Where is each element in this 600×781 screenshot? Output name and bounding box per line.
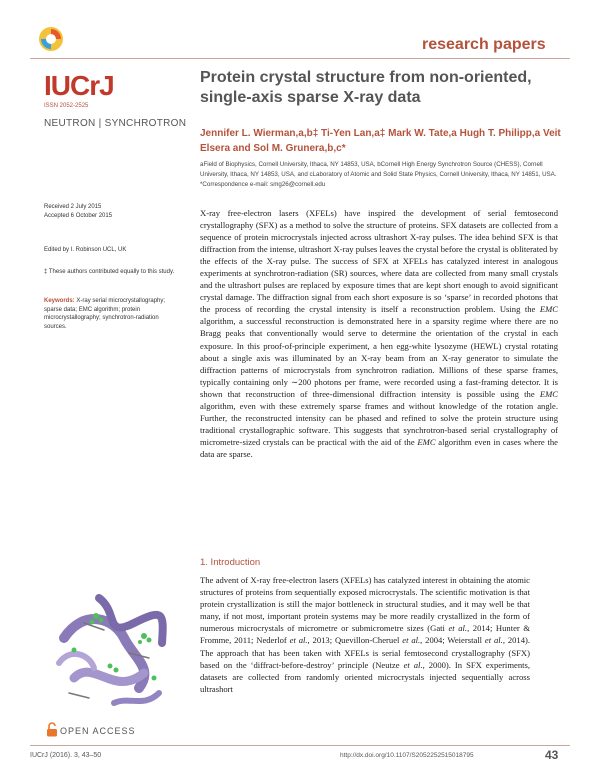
- intro-text: , 2000). In SFX experiments, datasets are collected from randomly oriented microcrystals injected sequentially across ultrashort: [200, 659, 530, 694]
- intro-text: , 2004; Weierstall: [420, 635, 485, 646]
- abstract-text: X-ray free-electron lasers (XFELs) have inspired the development of serial femtosecond crystallography (SFX) as a method to solve the structure of proteins. SFX datasets are collected from a sequence of protein microcrystals injected across ultrashort X-ray pulses. The idea behind SFX is that diffraction from the intense, ultrashort X-ray pulses leaves the crystal before the crystal is obliterated by the effects of the X-ray pulse. The success of SFX at XFELs has catalyzed interest in analogous experiments at synchrotron-radiation (SR) sources, where data are collected from many small crystals and the ultrashort pulses are replaced by exposure times that are kept short enough to avoid significant crystal damage. The diffraction signal from each short exposure is so ‘sparse’ in recorded photons that the process of recording the crystal intensity is itself a reconstruction problem. Using the: [200, 208, 558, 315]
- footer-rule: [30, 745, 570, 746]
- edited-by: Edited by I. Robinson UCL, UK: [44, 247, 127, 253]
- intro-text: , 2014; Hunter & Fromme, 2011; Nederlof: [200, 623, 530, 646]
- et-al: et al.: [402, 635, 421, 646]
- page-number: 43: [545, 748, 559, 762]
- footer-citation: IUCrJ (2016). 3, 43–50: [30, 752, 102, 759]
- crossmark-icon[interactable]: [38, 26, 64, 52]
- issn: ISSN 2052-2525: [44, 103, 89, 109]
- keywords-label: Keywords:: [44, 298, 75, 304]
- received-date: Received 2 July 2015: [44, 204, 102, 210]
- et-al: et al.: [403, 659, 423, 670]
- abstract: [200, 207, 558, 460]
- accepted-date: Accepted 6 October 2015: [44, 213, 113, 219]
- abstract-emc: EMC: [539, 388, 558, 399]
- et-al: et al.: [289, 635, 308, 646]
- journal-logo: IUCrJ: [44, 70, 114, 101]
- keywords: [44, 297, 179, 331]
- open-access-lock-icon: [46, 722, 58, 737]
- abstract-emc: EMC: [417, 436, 436, 447]
- intro-text: , 2014). The approach that has been taken with XFELs is serial femtosecond crystallography (SFX) based on the ‘diffract-before-destroy’ principle (Neutze: [200, 635, 531, 670]
- author-list: Jennifer L. Wierman,a,b‡ Ti-Yen Lan,a‡ Mark W. Tate,a Hugh T. Philipp,a Veit Elsera and Sol M. Grunera,b,c*: [200, 128, 561, 154]
- intro-text: The advent of X-ray free-electron lasers (XFELs) has catalyzed interest in obtaining the atomic structures of proteins from sequentially exposed microcrystals. The scientific motivation is that protein crystallization is still the major bottleneck in structural studies, and it may well be that many, if not most, important protein systems may be more readily crystallized in the form of numerous microcrystals of micrometre or submicrometre sizes (Gati: [200, 575, 530, 634]
- abstract-emc: EMC: [539, 304, 558, 315]
- et-al: et al.: [448, 623, 468, 634]
- abstract-text: algorithm even in cases where the data are sparse.: [200, 436, 558, 459]
- introduction-heading: 1. Introduction: [200, 557, 261, 568]
- abstract-text: algorithm, a successful reconstruction is demonstrated here in a sparsity regime where there are no Bragg peaks that conventionally would serve to determine the orientation of the crystal in each exposure. In this proof-of-principle experiment, a hen egg-white lysozyme (HEWL) crystal rotating about a single axis was illuminated by an X-ray beam from an X-ray generator to simulate the diffraction patterns of microcrystals from synchrotron radiation. Millions of these sparse frames, typically containing only ∼200 photons per frame, were recorded using a fast-framing detector. It is shown that reconstruction of three-dimensional diffraction intensity is possible using the: [200, 316, 558, 399]
- protein-structure-illustration: [44, 578, 184, 718]
- et-al: et al.: [484, 635, 503, 646]
- intro-text: , 2013; Quevillon-Cheruel: [307, 635, 403, 646]
- section-title: research papers: [422, 36, 546, 53]
- abstract-text: algorithm, even with these extremely sparse frames and without knowledge of the rotation angle. Further, the reconstructed intensity can be phased and refined to solve the protein structure using traditional crystallographic software. This suggests that synchrotron-based serial crystallography of micrometre-sized crystals can be practical with the aid of the: [200, 400, 558, 447]
- journal-subtitle: NEUTRON | SYNCHROTRON: [44, 118, 187, 129]
- introduction-text: [200, 574, 530, 695]
- affiliations: aField of Biophysics, Cornell University, Ithaca, NY 14853, USA, bCornell High Energy Synchrotron Source (CHESS), Cornell University, Ithaca, NY 14853, USA, and cLaboratory of Atomic and Solid State Physics, Cornell University, Ithaca, NY 14851, USA. *Correspondence e-mail: smg26@cornell.edu: [200, 161, 557, 188]
- header-rule: [30, 58, 570, 59]
- keywords-text: X-ray serial microcrystallography; sparse data; EMC algorithm; protein microcrystallography; synchrotron-radiation sources.: [44, 298, 166, 330]
- open-access-label: OPEN ACCESS: [60, 726, 136, 736]
- equal-contribution-note: ‡ These authors contributed equally to this study.: [44, 269, 175, 275]
- article-title: Protein crystal structure from non-oriented, single-axis sparse X-ray data: [200, 69, 532, 106]
- doi-link[interactable]: http://dx.doi.org/10.1107/S2052252515018795: [340, 752, 474, 759]
